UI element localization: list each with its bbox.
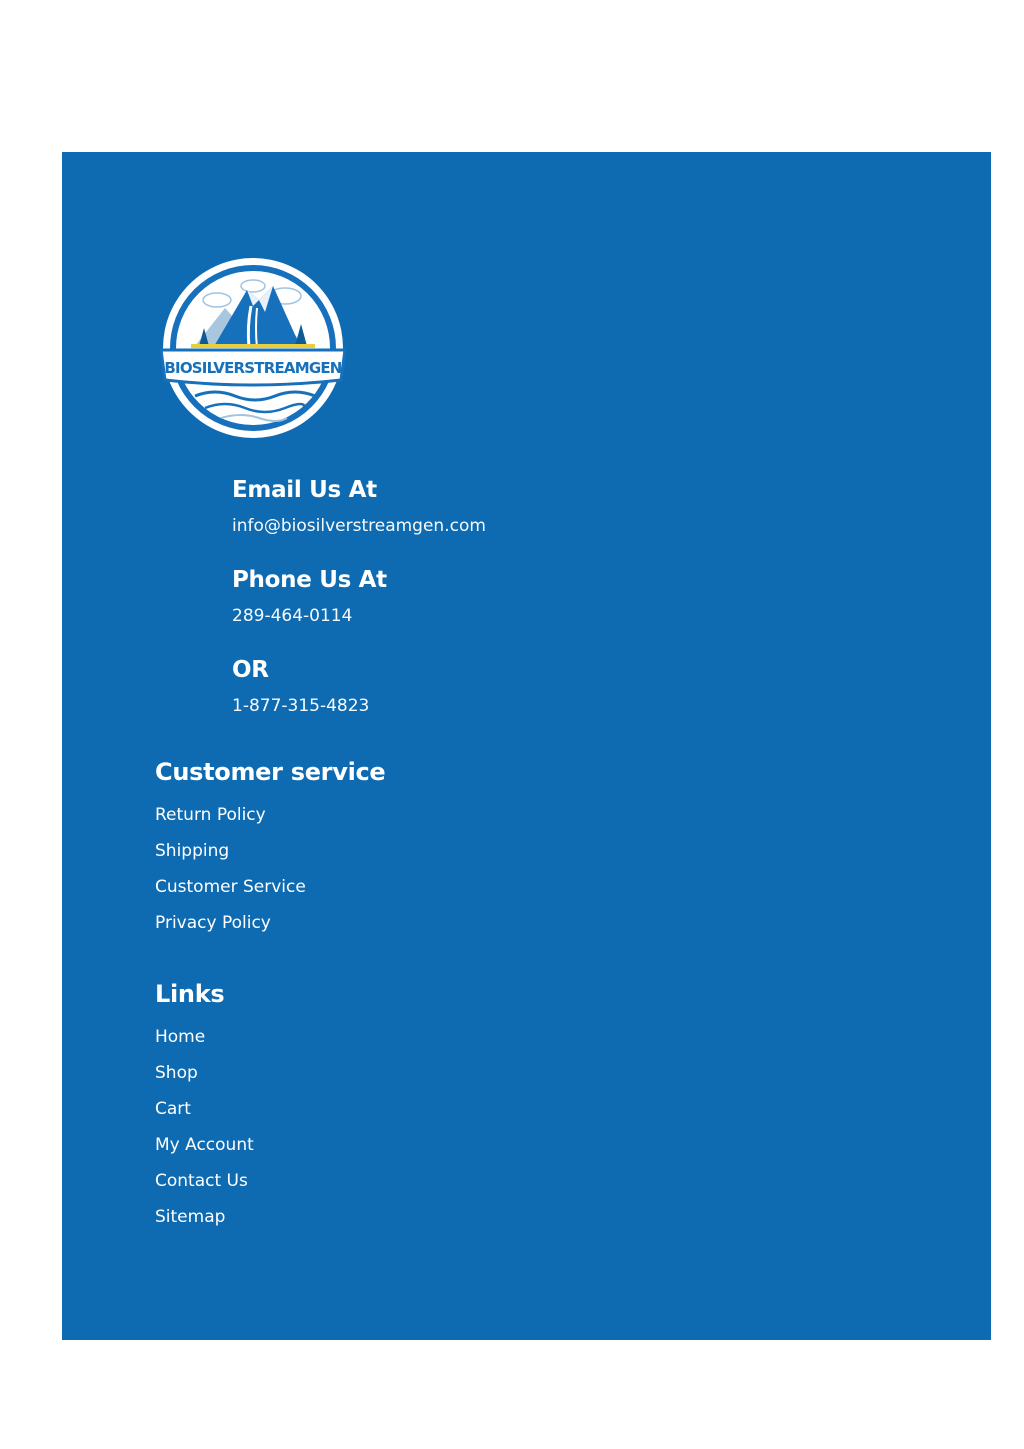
phone-block [232, 564, 832, 654]
email-address[interactable]: info@biosilverstreamgen.com [232, 516, 486, 536]
list-item [155, 910, 755, 946]
list-item [155, 1168, 755, 1204]
links-list [155, 1024, 755, 1240]
customer-service-section [155, 756, 755, 946]
phone-alt-block [232, 654, 832, 744]
shop-link[interactable]: Shop [155, 1063, 198, 1083]
list-item [155, 838, 755, 874]
logo-graphic [155, 256, 351, 440]
list-item [155, 1024, 755, 1060]
cart-link[interactable]: Cart [155, 1099, 191, 1119]
list-item [155, 802, 755, 838]
email-block [232, 474, 832, 564]
list-item [155, 1096, 755, 1132]
shipping-link[interactable]: Shipping [155, 841, 230, 861]
sitemap-link[interactable]: Sitemap [155, 1207, 226, 1227]
list-item [155, 1204, 755, 1240]
return-policy-link[interactable]: Return Policy [155, 805, 266, 825]
contact-us-link[interactable]: Contact Us [155, 1171, 248, 1191]
contact-info [232, 474, 832, 744]
customer-service-link[interactable]: Customer Service [155, 877, 306, 897]
links-heading: Links [155, 980, 225, 1008]
phone-heading: Phone Us At [232, 567, 387, 593]
customer-service-heading: Customer service [155, 758, 386, 786]
customer-service-list [155, 802, 755, 946]
brand-logo[interactable] [155, 256, 351, 440]
my-account-link[interactable]: My Account [155, 1135, 254, 1155]
phone-number[interactable]: 289-464-0114 [232, 606, 353, 626]
list-item [155, 1060, 755, 1096]
email-heading: Email Us At [232, 477, 377, 503]
or-heading: OR [232, 657, 269, 683]
list-item [155, 874, 755, 910]
logo-wordmark: BIOSILVERSTREAMGEN [164, 359, 342, 377]
links-section [155, 978, 755, 1240]
phone-number-alt[interactable]: 1-877-315-4823 [232, 696, 370, 716]
list-item [155, 1132, 755, 1168]
privacy-policy-link[interactable]: Privacy Policy [155, 913, 271, 933]
home-link[interactable]: Home [155, 1027, 206, 1047]
